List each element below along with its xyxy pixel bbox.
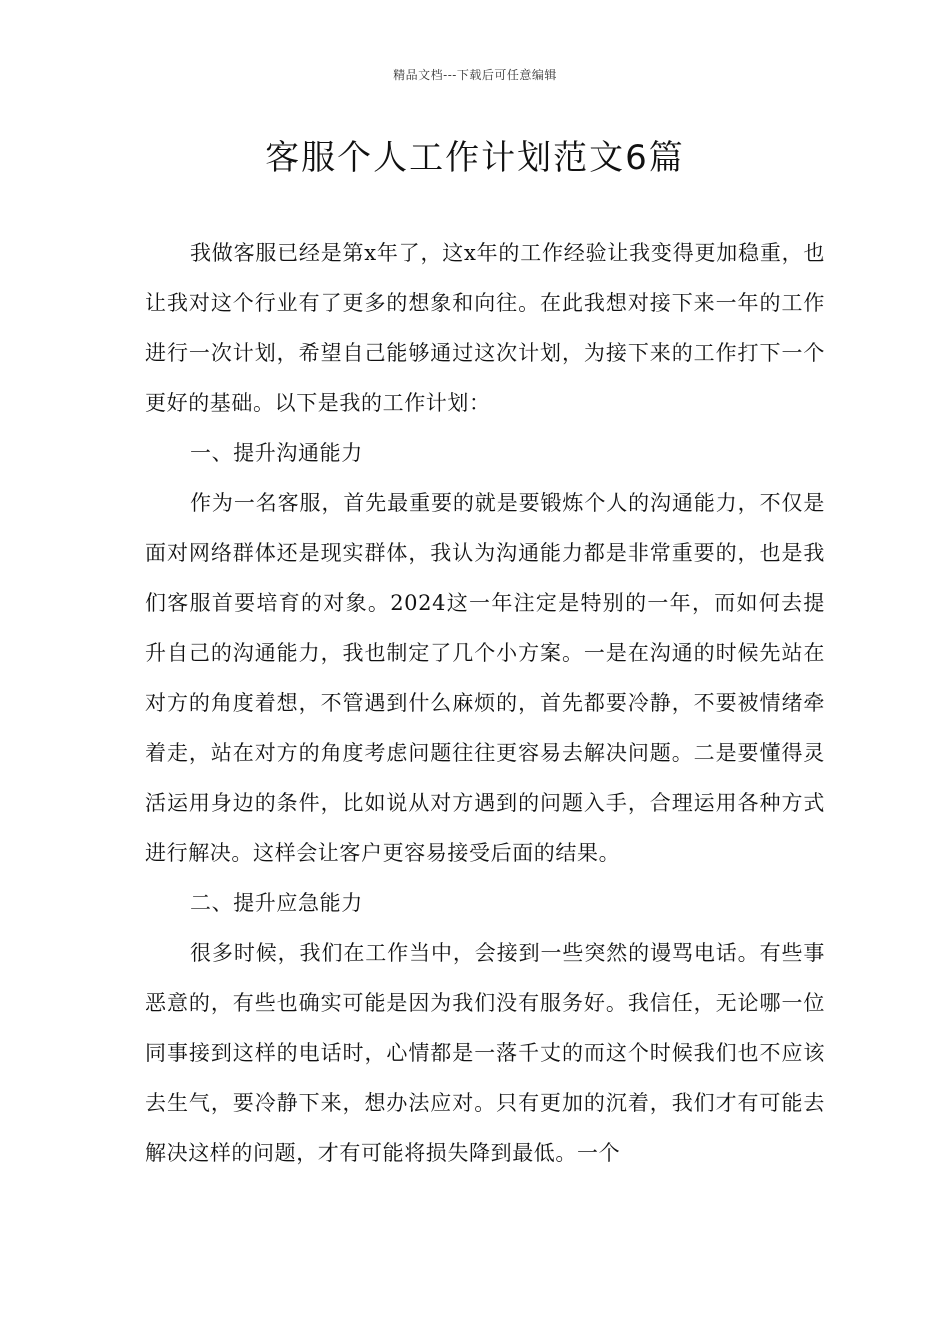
communication-paragraph: 作为一名客服，首先最重要的就是要锻炼个人的沟通能力，不仅是面对网络群体还是现实群体，我认为沟通能力都是非常重要的，也是我们客服首要培育的对象。2024这一年注定是特别的一年，而如何去提升自己的沟通能力，我也制定了几个小方案。一是在沟通的时候先站在对方的角度着想，不管遇到什么麻烦的，首先都要冷静，不要被情绪牵着走，站在对方的角度考虑问题往往更容易去解决问题。二是要懂得灵活运用身边的条件，比如说从对方遇到的问题入手，合理运用各种方式进行解决。这样会让客户更容易接受后面的结果。: [145, 491, 825, 865]
header-note: 精品文档---下载后可任意编辑: [393, 68, 557, 82]
intro-paragraph: 我做客服已经是第x年了，这x年的工作经验让我变得更加稳重，也让我对这个行业有了更多的想象和向往。在此我想对接下来一年的工作进行一次计划，希望自己能够通过这次计划，为接下来的工作打下一个更好的基础。以下是我的工作计划：: [145, 241, 825, 415]
document-title: 客服个人工作计划范文6篇: [265, 138, 685, 178]
document-body: [145, 228, 825, 1178]
emergency-paragraph: 很多时候，我们在工作当中，会接到一些突然的谩骂电话。有些事恶意的，有些也确实可能是因为我们没有服务好。我信任，无论哪一位同事接到这样的电话时，心情都是一落千丈的而这个时候我们也不应该去生气，要冷静下来，想办法应对。只有更加的沉着，我们才有可能去解决这样的问题，才有可能将损失降到最低。一个: [145, 941, 825, 1165]
section-heading-communication: 一、提升沟通能力: [190, 441, 363, 465]
section-heading-emergency: 二、提升应急能力: [190, 891, 363, 915]
